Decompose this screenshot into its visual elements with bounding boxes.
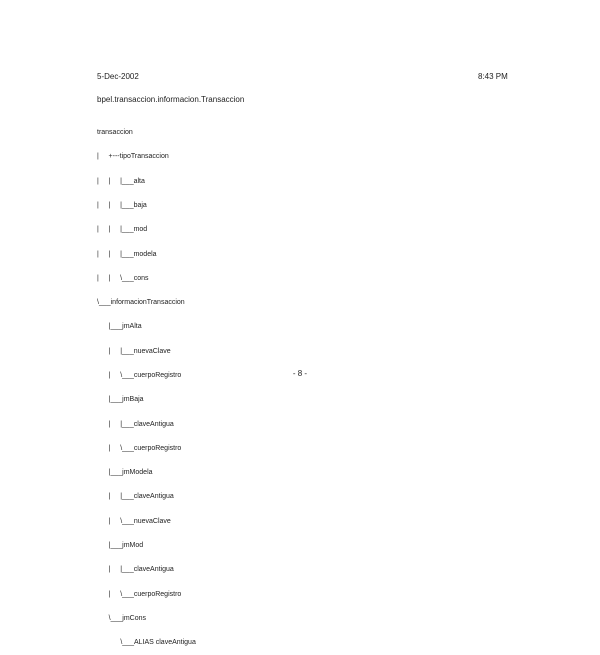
document-title: bpel.transaccion.informacion.Transaccion <box>97 95 245 104</box>
tree-line: | \___cuerpoRegistro <box>97 590 182 598</box>
page-number: - 8 - <box>292 369 308 378</box>
tree-line: | | \___cons <box>97 274 149 282</box>
tree-line: | |___claveAntigua <box>97 420 174 428</box>
tree-line: |___jmMod <box>97 541 144 549</box>
tree-line: | |___claveAntigua <box>97 566 174 574</box>
tree-line: | |___claveAntigua <box>97 493 174 501</box>
tree-line: | | |___modela <box>97 250 157 258</box>
tree-listing <box>97 113 196 655</box>
tree-line: |___jmAlta <box>97 323 142 331</box>
tree-line: | |___nuevaClave <box>97 347 171 355</box>
tree-line: \___informacionTransaccion <box>97 299 185 307</box>
tree-line: | \___nuevaClave <box>97 517 171 525</box>
tree-line: | | |___alta <box>97 177 145 185</box>
tree-line: | \___cuerpoRegistro <box>97 444 182 452</box>
tree-line: | | |___mod <box>97 226 148 234</box>
tree-line: | \___cuerpoRegistro <box>97 372 182 379</box>
tree-line: |___jmBaja <box>97 396 144 404</box>
tree-line: \___ALIAS claveAntigua <box>97 639 196 647</box>
header-date: 5-Dec-2002 <box>97 72 139 81</box>
tree-line: transaccion <box>97 129 133 137</box>
tree-line: |___jmModela <box>97 469 153 477</box>
tree-line: \___jmCons <box>97 614 147 622</box>
header-time: 8:43 PM <box>478 72 508 81</box>
tree-line: | +---tipoTransaccion <box>97 153 169 161</box>
tree-line: | | |___baja <box>97 202 147 210</box>
